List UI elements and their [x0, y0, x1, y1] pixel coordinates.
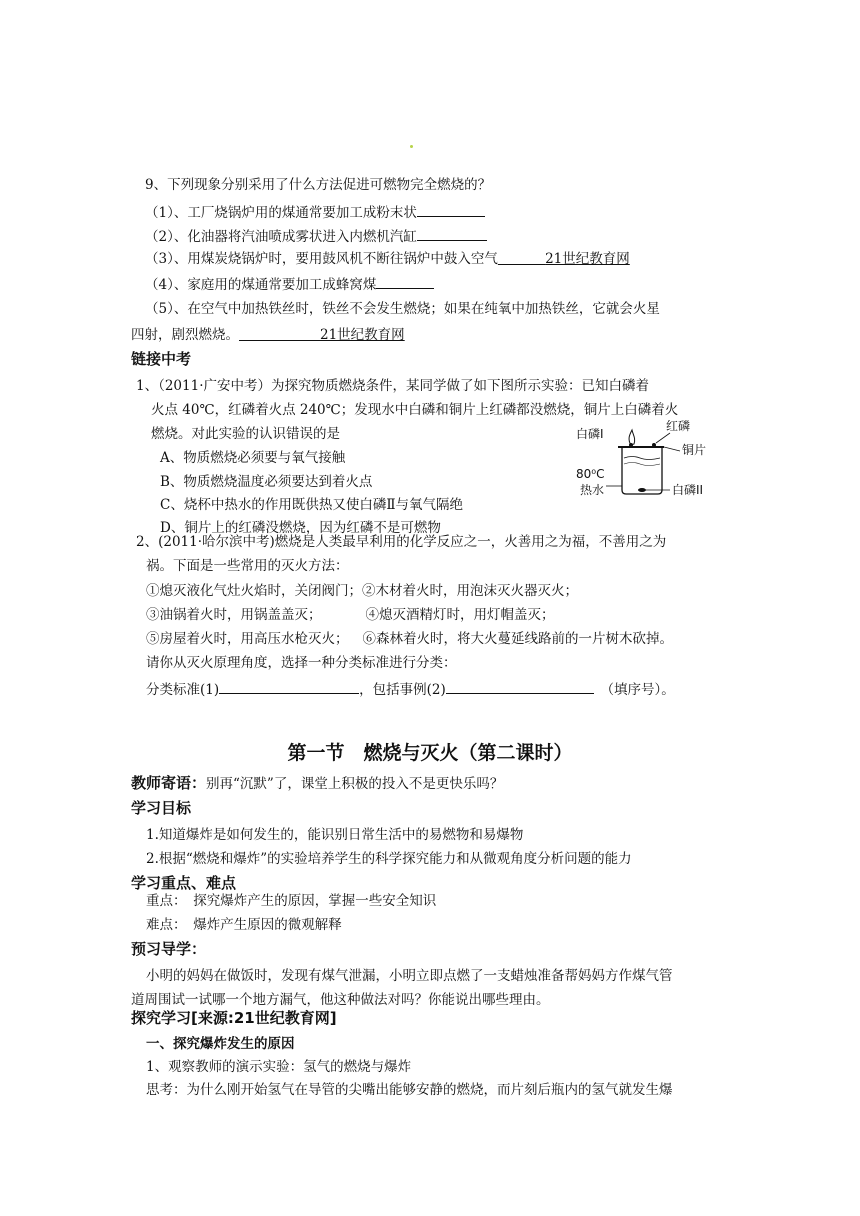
section-heading-explore: 探究学习[来源:21世纪教育网] [131, 1009, 337, 1027]
link-q2-line1: 2、(2011·哈尔滨中考)燃烧是人类最早利用的化学反应之一，火善用之为福，不善用之为 [136, 534, 667, 550]
link-q1-line2: 火点 40℃，红磷着火点 240℃；发现水中白磷和铜片上红磷都没燃烧，铜片上白磷着火 [151, 402, 679, 418]
answer-blank-examples[interactable] [446, 679, 594, 694]
q9-item-4: （4）、家庭用的煤通常要加工成蜂窝煤 [145, 274, 434, 294]
white-phosphorus-underwater [638, 488, 646, 492]
q9-item-2: （2）、化油器将汽油喷成雾状进入内燃机汽缸 [145, 226, 487, 246]
link-q1-line3: 燃烧。对此实验的认识错误的是 [151, 426, 340, 442]
link-q2-fill: 分类标准(1) ，包括事例(2) （填序号）。 [146, 679, 675, 699]
answer-blank[interactable] [376, 274, 434, 289]
lesson-title: 第一节 燃烧与灭火（第二课时） [287, 742, 573, 764]
label-copper-sheet: 铜片 [682, 443, 707, 457]
section-heading-goals: 学习目标 [131, 799, 192, 817]
teacher-motto: 教师寄语：别再“沉默”了，课堂上积极的投入不是更快乐吗？ [131, 774, 504, 792]
explore-item-1: 1、观察教师的演示实验：氢气的燃烧与爆炸 [146, 1059, 412, 1075]
white-phosphorus-dot [629, 443, 633, 447]
goal-1: 1.知道爆炸是如何发生的，能识别日常生活中的易燃物和易爆物 [146, 827, 524, 843]
section-heading-key-points: 学习重点、难点 [131, 874, 237, 892]
link-q1-option-b: B、物质燃烧温度必须要达到着火点 [160, 474, 373, 490]
link-q1-option-a: A、物质燃烧必须要与氧气接触 [160, 450, 346, 466]
link-q2-line2: 祸。下面是一些常用的灭火方法： [146, 558, 349, 574]
answer-blank-standard[interactable] [219, 679, 359, 694]
experiment-figure [574, 420, 744, 510]
pointer-line [656, 433, 670, 443]
explore-subheading: 一、探究爆炸发生的原因 [146, 1036, 295, 1052]
difficult-point: 难点： 爆炸产生原因的微观解释 [146, 917, 342, 933]
flame-icon [629, 430, 635, 445]
pointer-line [664, 447, 680, 451]
method-row-3: ⑤房屋着火时，用高压水枪灭火； ⑥森林着火时，将大火蔓延线路前的一片树木砍掉。 [146, 631, 673, 647]
link-q1-option-c: C、烧杯中热水的作用既供热又使白磷Ⅱ与氧气隔绝 [160, 497, 464, 513]
answer-blank[interactable] [417, 202, 485, 217]
method-row-2: ③油锅着火时，用锅盖盖灭； ④熄灭酒精灯时，用灯帽盖灭； [146, 607, 555, 623]
red-phosphorus-dot [652, 443, 656, 447]
label-white-phosphorus-1: 白磷I [576, 427, 604, 441]
link-q1-line1: 1、（2011·广安中考）为探究物质燃烧条件，某同学做了如下图所示实验：已知白磷着 [136, 378, 649, 394]
preview-line-2: 道周围试一试哪一个地方漏气，他这种做法对吗？你能说出哪些理由。 [131, 992, 550, 1008]
q9-item-3: （3）、用煤炭烧锅炉时，要用鼓风机不断往锅炉中鼓入空气 21世纪教育网 [145, 251, 630, 267]
label-hot-water: 热水 [580, 483, 605, 497]
beaker [622, 447, 662, 494]
method-row-1: ①熄灭液化气灶火焰时，关闭阀门；②木材着火时，用泡沫灭火器灭火； [146, 583, 578, 599]
decorative-dot [410, 145, 413, 148]
goal-2: 2.根据“燃烧和爆炸”的实验培养学生的科学探究能力和从微观角度分析问题的能力 [146, 851, 632, 867]
water-surface [624, 457, 660, 460]
section-heading-preview: 预习导学： [131, 940, 207, 958]
link-q1-option-d: D、铜片上的红磷没燃烧，因为红磷不是可燃物 [160, 520, 441, 536]
label-temperature: 80⁰C [576, 467, 605, 481]
q9-stem: 9、下列现象分别采用了什么方法促进可燃物完全燃烧的？ [145, 177, 492, 193]
watermark-text: 21世纪教育网 [320, 327, 405, 343]
section-heading-link: 链接中考 [131, 350, 192, 368]
key-point: 重点： 探究爆炸产生的原因，掌握一些安全知识 [146, 893, 437, 909]
q9-item-5: （5）、在空气中加热铁丝时，铁丝不会发生燃烧；如果在纯氧中加热铁丝，它就会火星 [145, 301, 660, 317]
preview-line-1: 小明的妈妈在做饭时，发现有煤气泄漏，小明立即点燃了一支蜡烛准备帮妈妈方作煤气管 [146, 968, 673, 984]
label-red-phosphorus: 红磷 [666, 420, 691, 433]
answer-blank[interactable] [417, 226, 487, 241]
water-surface [624, 463, 660, 466]
q9-item-5-cont: 四射，剧烈燃烧。 21世纪教育网 [131, 327, 405, 343]
watermark-text: 21世纪教育网 [545, 251, 630, 267]
link-q2-ask: 请你从灭火原理角度，选择一种分类标准进行分类： [146, 655, 457, 671]
label-white-phosphorus-2: 白磷II [672, 483, 704, 497]
explore-think: 思考：为什么刚开始氢气在导管的尖嘴出能够安静的燃烧，而片刻后瓶内的氢气就发生爆 [146, 1082, 673, 1098]
q9-item-1: （1）、工厂烧锅炉用的煤通常要加工成粉末状 [145, 202, 485, 222]
